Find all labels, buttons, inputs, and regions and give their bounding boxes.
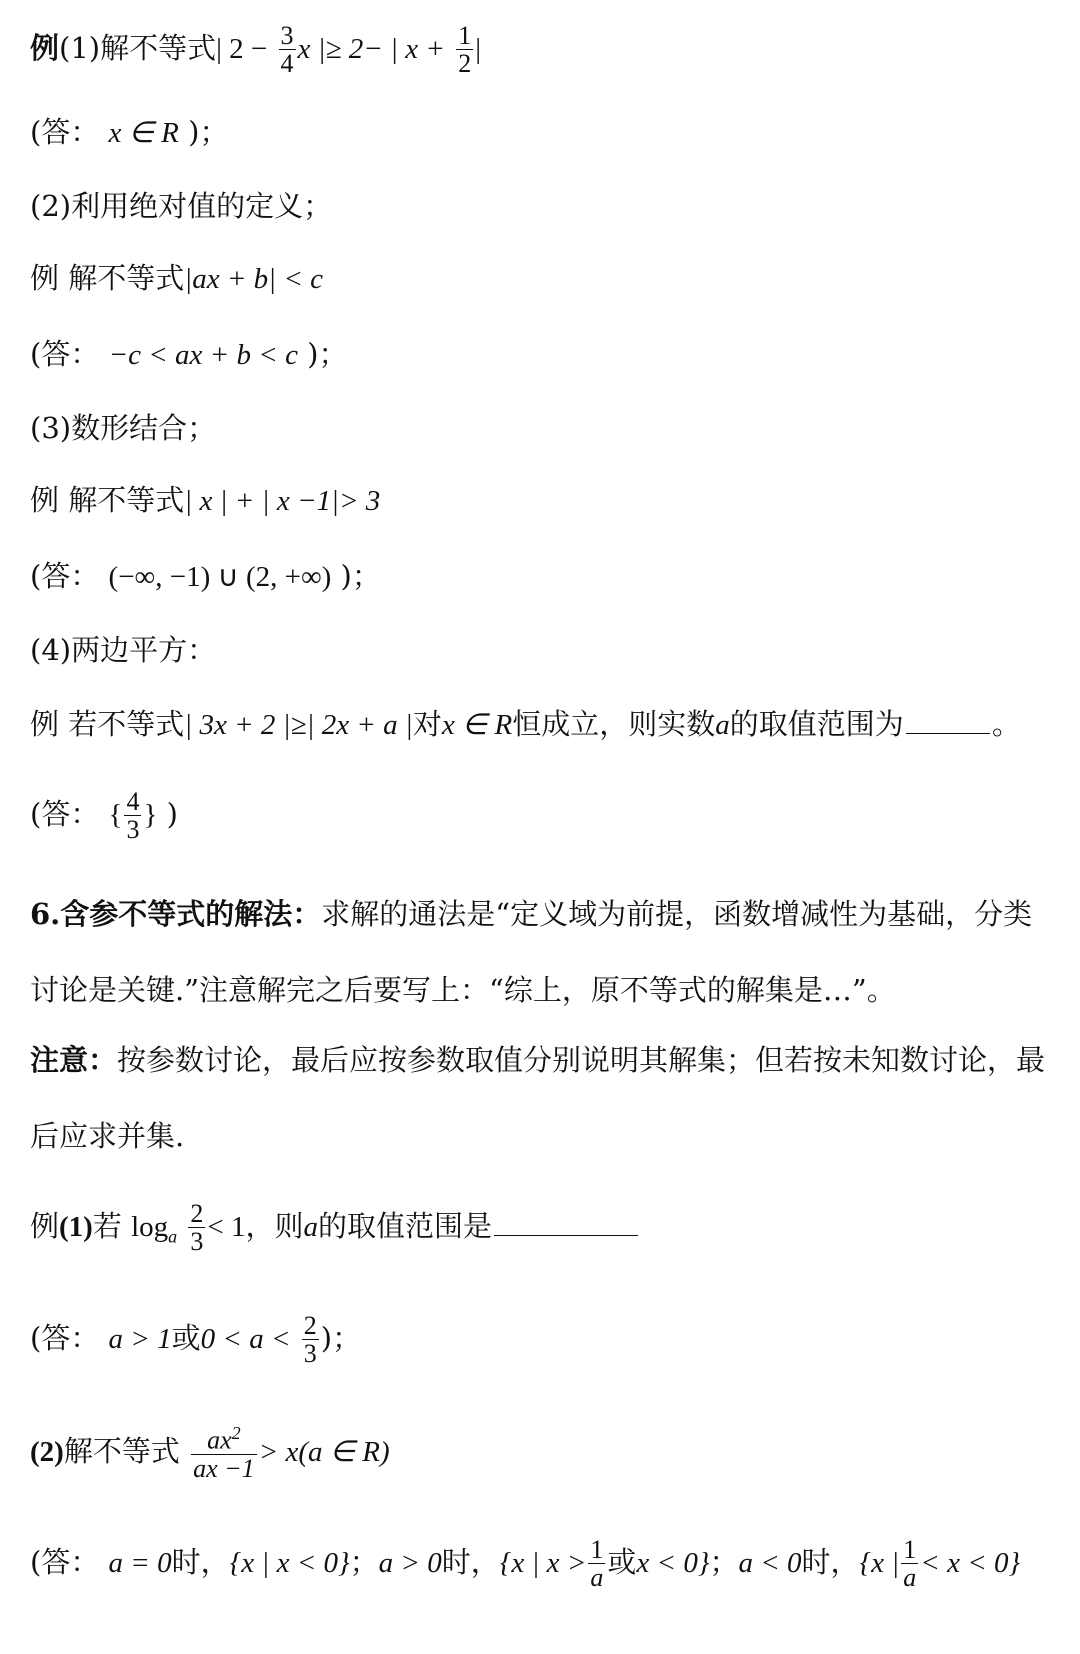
answer-text: ； xyxy=(349,1544,379,1579)
answer-blank xyxy=(906,732,990,734)
example-label: 例 xyxy=(30,1208,60,1243)
answer-prefix: (答： xyxy=(30,796,100,831)
fraction-denominator: ax −1 xyxy=(193,1453,255,1483)
problem-text: 。 xyxy=(991,707,1021,741)
paragraph-line xyxy=(30,1119,185,1153)
problem-text: 对 xyxy=(412,707,442,741)
method-text: (2)利用绝对值的定义； xyxy=(30,189,333,223)
problem-text: 例 若不等式 xyxy=(30,707,185,741)
example-line xyxy=(30,707,1021,741)
example-label: 例 xyxy=(30,30,60,65)
problem-text: (1)解不等式 xyxy=(59,30,217,65)
fraction-denominator: a xyxy=(590,1563,604,1593)
math-expression: a xyxy=(303,1210,318,1243)
math-expression: > x(a ∈ R) xyxy=(258,1436,390,1469)
math-expression: a > 1 xyxy=(108,1322,172,1355)
math-expression: < x < 0} xyxy=(920,1546,1021,1579)
answer-text: 时， xyxy=(171,1544,230,1579)
problem-text: 例 解不等式 xyxy=(30,483,185,517)
answer-prefix: (答： xyxy=(30,337,100,371)
problem-text: 若 xyxy=(92,1208,122,1243)
section-text: 求解的通法是“定义域为前提，函数增减性为基础，分类 xyxy=(321,897,1033,931)
example-line xyxy=(30,261,324,295)
answer-text: 或 xyxy=(171,1320,201,1355)
fraction-numerator: 2 xyxy=(190,1199,204,1228)
exponent: 2 xyxy=(231,1423,241,1443)
example-line xyxy=(30,1424,390,1482)
example-line xyxy=(30,483,381,517)
fraction-numerator: 1 xyxy=(590,1535,604,1564)
answer-suffix: )； xyxy=(188,115,229,149)
answer-line xyxy=(30,115,229,149)
math-expression: {x | xyxy=(859,1546,900,1579)
answer-line xyxy=(30,788,178,844)
numerator-text: ax xyxy=(207,1425,232,1455)
section-heading xyxy=(30,897,1033,931)
math-expression: log xyxy=(131,1210,169,1243)
answer-prefix: (答： xyxy=(30,115,100,149)
answer-text: ； xyxy=(709,1544,739,1579)
answer-suffix: )； xyxy=(320,1320,362,1355)
math-expression: < 1 xyxy=(207,1210,246,1243)
problem-text: 的取值范围是 xyxy=(317,1208,492,1243)
answer-prefix: (答： xyxy=(30,1544,100,1579)
paragraph-line xyxy=(30,973,896,1007)
math-expression: |ax + b| < c xyxy=(184,263,324,295)
math-expression: −c < ax + b < c xyxy=(108,339,298,371)
answer-text: 时， xyxy=(801,1544,860,1579)
problem-text: 例 解不等式 xyxy=(30,261,185,295)
answer-prefix: (答： xyxy=(30,1320,100,1355)
answer-line xyxy=(30,559,381,593)
fraction-numerator: 3 xyxy=(280,21,294,50)
answer-text: 时， xyxy=(441,1544,500,1579)
note-line xyxy=(30,1043,1046,1077)
math-expression: x |≥ 2− | x + xyxy=(297,32,445,65)
answer-suffix: ) xyxy=(166,796,178,831)
math-expression: x ∈ R xyxy=(108,117,179,149)
fraction-numerator: 2 xyxy=(303,1311,317,1340)
math-expression: x ∈ R xyxy=(441,709,513,741)
method-text: (4)两边平方： xyxy=(30,633,217,667)
fraction xyxy=(279,22,296,78)
math-expression: a < 0 xyxy=(738,1546,802,1579)
fraction-numerator: 1 xyxy=(458,21,472,50)
math-expression: {x | x > xyxy=(499,1546,587,1579)
problem-text: ，则 xyxy=(245,1208,304,1243)
problem-text: 的取值范围为 xyxy=(729,707,904,741)
math-expression: | x | + | x −1|> 3 xyxy=(184,485,381,517)
answer-line xyxy=(30,337,348,371)
fraction xyxy=(188,1200,205,1256)
fraction xyxy=(456,22,473,78)
note-text: 按参数讨论，最后应按参数取值分别说明其解集；但若按未知数讨论，最 xyxy=(117,1043,1046,1077)
note-label: 注意： xyxy=(30,1043,118,1077)
example-line xyxy=(30,1200,640,1256)
fraction xyxy=(302,1312,319,1368)
problem-text: 解不等式 xyxy=(63,1434,180,1469)
math-expression: a > 0 xyxy=(378,1546,442,1579)
fraction xyxy=(191,1424,257,1482)
example-number: (2) xyxy=(30,1436,64,1469)
example-number: (1) xyxy=(59,1210,93,1243)
math-expression: | xyxy=(475,32,482,65)
math-expression: x < 0} xyxy=(636,1546,710,1579)
math-expression: } xyxy=(143,798,158,831)
method-heading xyxy=(30,411,217,445)
fraction-numerator xyxy=(191,1424,257,1455)
math-expression: 0 < a < xyxy=(200,1322,291,1355)
answer-line xyxy=(30,1536,1020,1592)
answer-prefix: (答： xyxy=(30,559,100,593)
math-expression: a = 0 xyxy=(108,1546,172,1579)
fraction-denominator: 3 xyxy=(303,1339,317,1369)
math-expression: | 3x + 2 |≥| 2x + a | xyxy=(184,709,413,741)
paragraph-text: 讨论是关键.”注意解完之后要写上：“综上，原不等式的解集是…”。 xyxy=(30,973,896,1007)
math-expression: (−∞, −1) ∪ (2, +∞) xyxy=(108,561,332,593)
answer-suffix: )； xyxy=(307,337,348,371)
math-expression: { xyxy=(108,798,123,831)
fraction-denominator: a xyxy=(903,1563,917,1593)
math-expression: {x | x < 0} xyxy=(229,1546,350,1579)
answer-text: 或 xyxy=(607,1544,637,1579)
answer-suffix: )； xyxy=(340,559,381,593)
log-base: a xyxy=(168,1226,178,1247)
fraction-denominator: 3 xyxy=(190,1227,204,1257)
paragraph-text: 后应求并集. xyxy=(30,1119,185,1153)
method-heading xyxy=(30,189,333,223)
math-expression: a xyxy=(715,709,730,741)
fraction-numerator: 1 xyxy=(903,1535,917,1564)
math-expression: | 2 − xyxy=(216,32,268,65)
fraction-numerator: 4 xyxy=(126,787,140,816)
answer-line xyxy=(30,1312,361,1368)
answer-blank xyxy=(494,1234,638,1236)
method-text: (3)数形结合； xyxy=(30,411,217,445)
fraction-denominator: 2 xyxy=(458,49,472,79)
example-1-1 xyxy=(30,22,481,78)
fraction-denominator: 4 xyxy=(280,49,294,79)
fraction xyxy=(588,1536,605,1592)
fraction xyxy=(124,788,141,844)
fraction-denominator: 3 xyxy=(126,815,140,845)
fraction xyxy=(901,1536,918,1592)
problem-text: 恒成立，则实数 xyxy=(512,707,716,741)
method-heading xyxy=(30,633,217,667)
section-title: 6.含参不等式的解法： xyxy=(30,897,322,931)
